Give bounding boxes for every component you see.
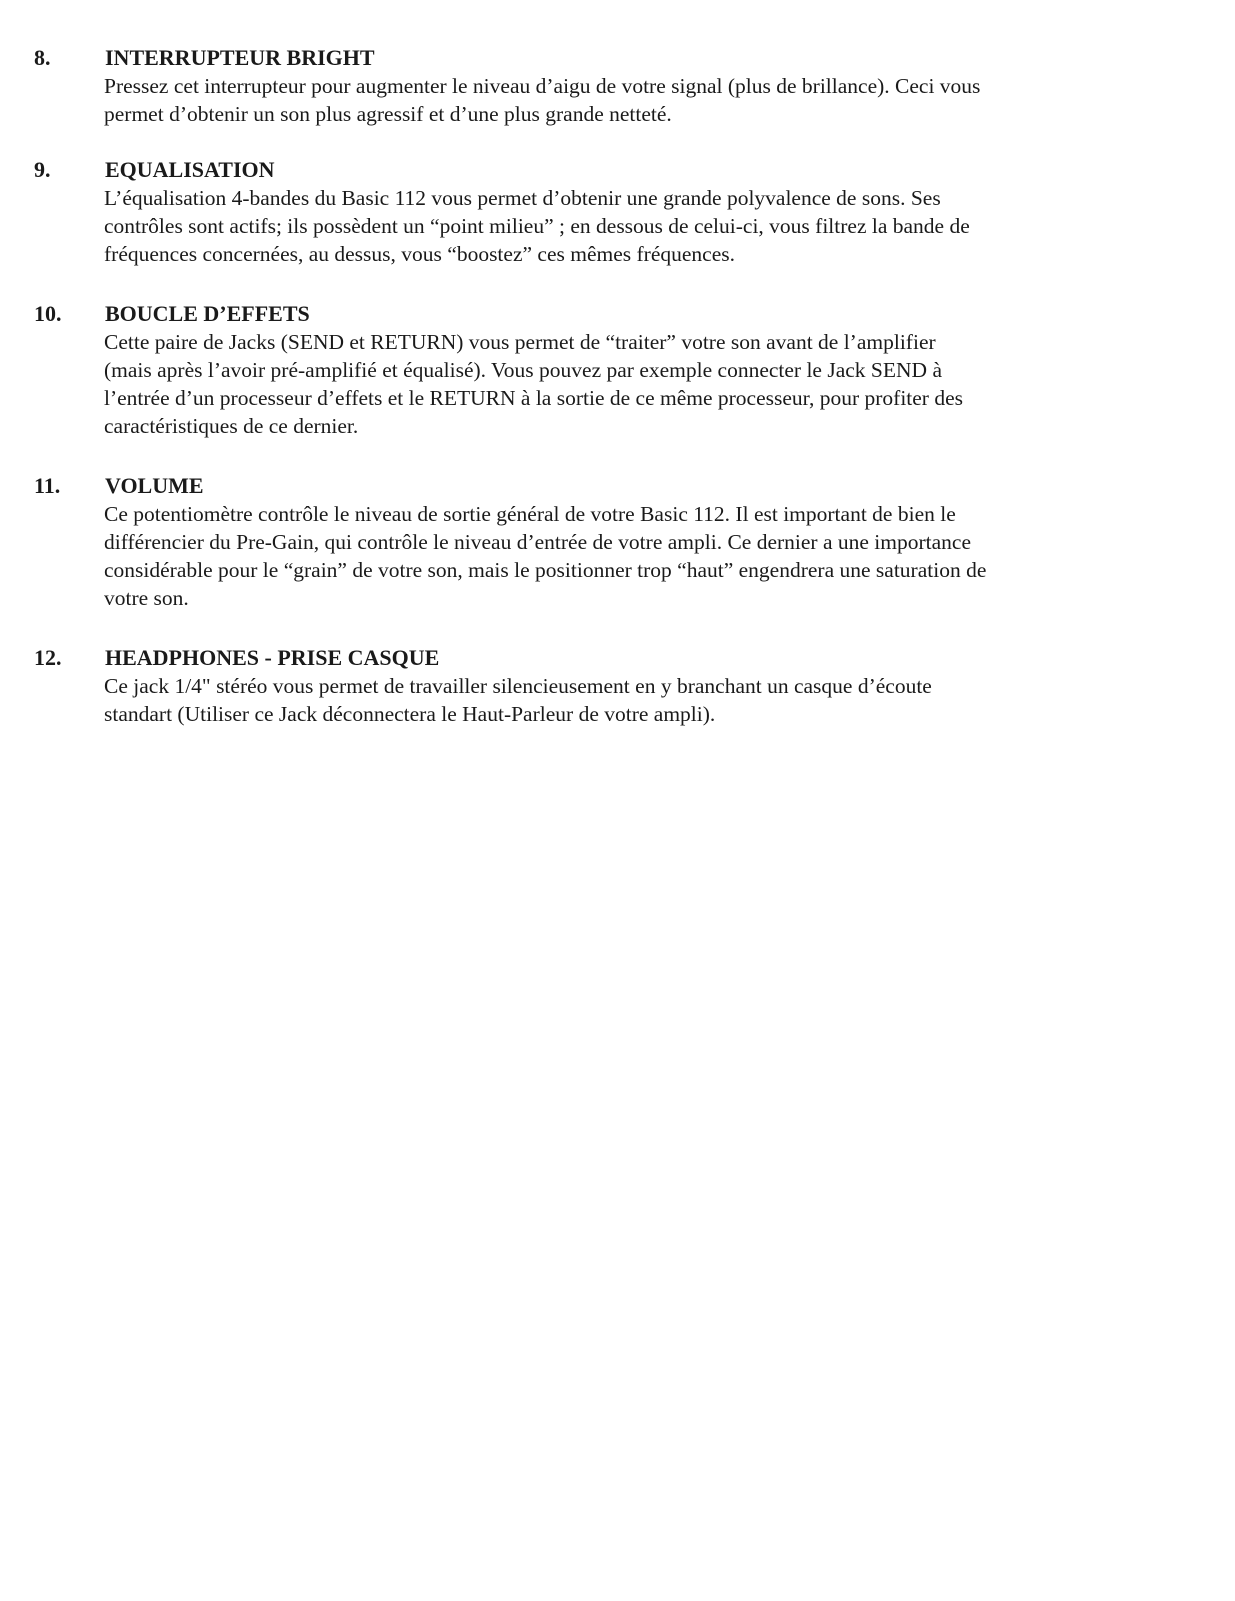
body-line: (mais après l’avoir pré-amplifié et équalisé). Vous pouvez par exemple connecter le Jack SEND à xyxy=(104,358,942,382)
body-line: caractéristiques de ce dernier. xyxy=(104,414,359,438)
section-body xyxy=(104,672,1104,728)
body-line: considérable pour le “grain” de votre son, mais le positionner trop “haut” engendrera une saturation de xyxy=(104,558,987,582)
section-number: 8. xyxy=(34,45,51,70)
body-line: fréquences concernées, au dessus, vous “boostez” ces mêmes fréquences. xyxy=(104,242,735,266)
section-body xyxy=(104,500,1104,612)
body-line: Pressez cet interrupteur pour augmenter le niveau d’aigu de votre signal (plus de brillance). Ceci vous xyxy=(104,74,981,98)
section-number: 12. xyxy=(34,645,62,670)
section-body xyxy=(104,72,1104,128)
section-number: 11. xyxy=(34,473,61,498)
body-line: Cette paire de Jacks (SEND et RETURN) vous permet de “traiter” votre son avant de l’amplifier xyxy=(104,330,936,354)
section-title: EQUALISATION xyxy=(105,157,275,182)
body-line: Ce jack 1/4" stéréo vous permet de travailler silencieusement en y branchant un casque d’écoute xyxy=(104,674,932,698)
section-number: 9. xyxy=(34,157,51,182)
body-line: standart (Utiliser ce Jack déconnectera le Haut-Parleur de votre ampli). xyxy=(104,702,716,726)
body-line: contrôles sont actifs; ils possèdent un “point milieu” ; en dessous de celui-ci, vous filtrez la bande de xyxy=(104,214,970,238)
section-body xyxy=(104,328,1104,440)
section-body xyxy=(104,184,1104,268)
section-title: HEADPHONES - PRISE CASQUE xyxy=(105,645,440,670)
body-line: différencier du Pre-Gain, qui contrôle le niveau d’entrée de votre ampli. Ce dernier a une importance xyxy=(104,530,972,554)
body-line: l’entrée d’un processeur d’effets et le RETURN à la sortie de ce même processeur, pour profiter des xyxy=(104,386,964,410)
section-title: INTERRUPTEUR BRIGHT xyxy=(105,45,375,70)
section-title: BOUCLE D’EFFETS xyxy=(105,301,310,326)
section-title: VOLUME xyxy=(105,473,204,498)
section-number: 10. xyxy=(34,301,62,326)
body-line: L’équalisation 4-bandes du Basic 112 vous permet d’obtenir une grande polyvalence de sons. Ses xyxy=(104,186,941,210)
body-line: votre son. xyxy=(104,586,189,610)
body-line: Ce potentiomètre contrôle le niveau de sortie général de votre Basic 112. Il est important de bien le xyxy=(104,502,956,526)
body-line: permet d’obtenir un son plus agressif et d’une plus grande netteté. xyxy=(104,102,672,126)
